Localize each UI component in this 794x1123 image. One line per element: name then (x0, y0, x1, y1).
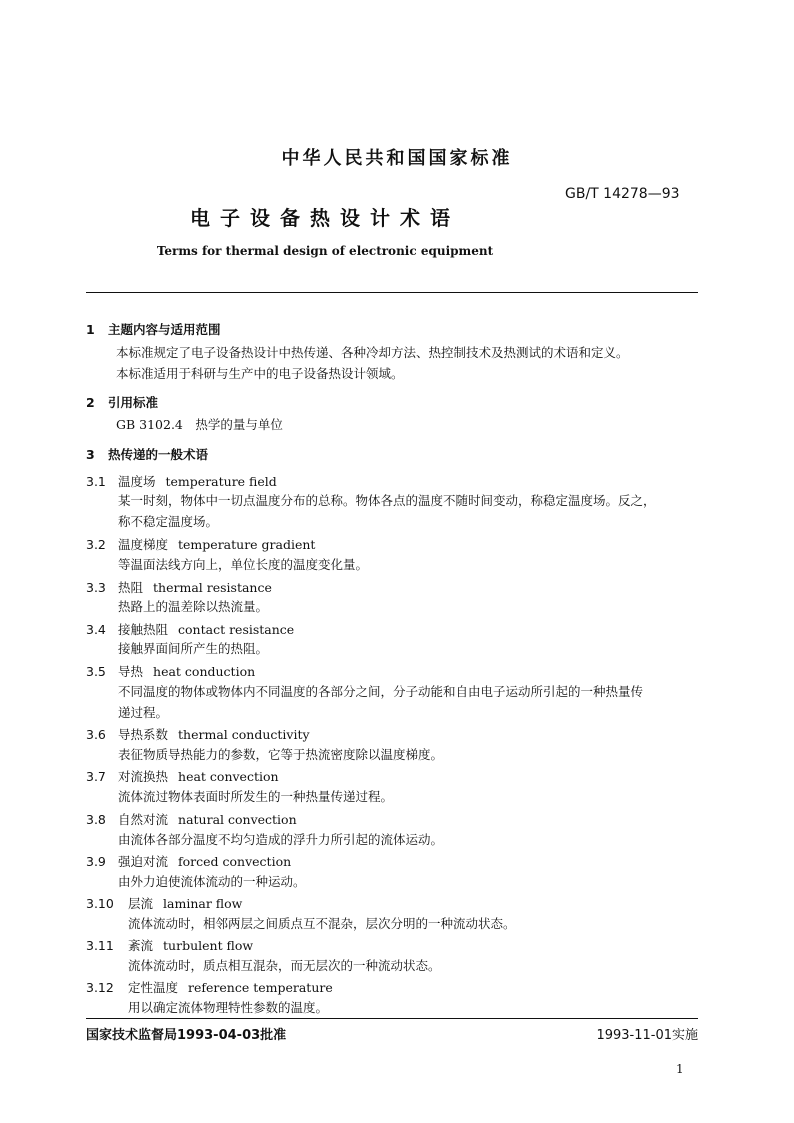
term-definition (128, 955, 708, 976)
term-en: natural convection (178, 812, 297, 827)
definition-line: 表征物质导热能力的参数，它等于热流密度除以温度梯度。 (118, 747, 444, 762)
definition-line: 不同温度的物体或物体内不同温度的各部分之间，分子动能和自由电子运动所引起的一种热量传 (118, 684, 644, 699)
footer-divider (86, 1018, 698, 1019)
term-en: laminar flow (163, 896, 243, 911)
term-definition (118, 871, 698, 892)
term-en: heat conduction (153, 664, 256, 679)
term-3-9 (86, 852, 291, 870)
term-cn: 紊流 (128, 938, 154, 953)
definition-line: 递过程。 (118, 705, 169, 720)
term-cn: 接触热阻 (118, 622, 169, 637)
term-3-5 (86, 662, 255, 680)
term-number: 3.2 (86, 537, 106, 552)
term-en: turbulent flow (163, 938, 254, 953)
term-definition (118, 490, 698, 532)
section-title: 热传递的一般术语 (108, 447, 209, 462)
term-cn: 温度场 (118, 474, 156, 489)
term-number: 3.7 (86, 769, 106, 784)
term-number: 3.6 (86, 727, 106, 742)
reference-standard: GB 3102.4 热学的量与单位 (116, 417, 283, 432)
paragraph: 本标准规定了电子设备热设计中热传递、各种冷却方法、热控制技术及热测试的术语和定义。 (116, 345, 629, 360)
definition-line: 热路上的温差除以热流量。 (118, 599, 269, 614)
term-definition (118, 829, 698, 850)
term-3-10 (86, 894, 242, 912)
term-definition (118, 681, 698, 723)
document-title-en: Terms for thermal design of electronic equipment (156, 244, 494, 258)
header-divider (86, 292, 698, 293)
term-3-1 (86, 472, 277, 490)
term-3-2 (86, 535, 315, 553)
term-3-11 (86, 936, 253, 954)
term-3-12 (86, 978, 333, 996)
term-definition (118, 596, 698, 617)
section-title: 引用标准 (108, 395, 159, 410)
term-cn: 定性温度 (128, 980, 179, 995)
section-number: 3 (86, 447, 95, 462)
term-number: 3.5 (86, 664, 106, 679)
section-heading-1 (86, 320, 221, 338)
term-number: 3.1 (86, 474, 106, 489)
term-number: 3.11 (86, 938, 114, 953)
definition-line: 接触界面间所产生的热阻。 (118, 641, 269, 656)
term-en: contact resistance (178, 622, 295, 637)
term-number: 3.12 (86, 980, 114, 995)
term-en: heat convection (178, 769, 279, 784)
term-en: temperature field (165, 474, 277, 489)
approval-line: 国家技术监督局1993-04-03批准 (86, 1028, 287, 1043)
term-definition (118, 554, 698, 575)
definition-line: 由外力迫使流体流动的一种运动。 (118, 874, 306, 889)
term-en: temperature gradient (178, 537, 316, 552)
page-number: 1 (676, 1062, 684, 1076)
term-cn: 层流 (128, 896, 154, 911)
term-en: thermal conductivity (178, 727, 310, 742)
term-cn: 自然对流 (118, 812, 169, 827)
term-3-3 (86, 578, 272, 596)
definition-line: 流体流过物体表面时所发生的一种热量传递过程。 (118, 789, 394, 804)
term-3-7 (86, 767, 279, 785)
term-definition (128, 997, 708, 1018)
term-definition (128, 913, 708, 934)
section-number: 2 (86, 395, 95, 410)
term-number: 3.4 (86, 622, 106, 637)
term-cn: 导热系数 (118, 727, 169, 742)
term-number: 3.3 (86, 580, 106, 595)
section-number: 1 (86, 322, 95, 337)
section-heading-3 (86, 445, 208, 463)
section-heading-2 (86, 393, 158, 411)
paragraph: 本标准适用于科研与生产中的电子设备热设计领域。 (116, 366, 404, 381)
term-cn: 热阻 (118, 580, 144, 595)
definition-line: 称不稳定温度场。 (118, 514, 219, 529)
term-3-8 (86, 810, 297, 828)
definition-line: 流体流动时，相邻两层之间质点互不混杂，层次分明的一种流动状态。 (128, 916, 516, 931)
term-3-6 (86, 725, 310, 743)
definition-line: 流体流动时，质点相互混杂，而无层次的一种流动状态。 (128, 958, 441, 973)
term-en: thermal resistance (153, 580, 272, 595)
term-cn: 温度梯度 (118, 537, 169, 552)
term-cn: 导热 (118, 664, 144, 679)
term-en: reference temperature (188, 980, 333, 995)
definition-line: 某一时刻，物体中一切点温度分布的总称。物体各点的温度不随时间变动，称稳定温度场。反之， (118, 493, 656, 508)
section-title: 主题内容与适用范围 (108, 322, 221, 337)
standard-code: GB/T 14278—93 (565, 186, 680, 202)
term-3-4 (86, 620, 294, 638)
term-en: forced convection (178, 854, 292, 869)
document-title-cn: 电子设备热设计术语 (190, 206, 460, 230)
effective-date: 1993-11-01实施 (596, 1028, 698, 1043)
term-number: 3.9 (86, 854, 106, 869)
definition-line: 由流体各部分温度不均匀造成的浮升力所引起的流体运动。 (118, 832, 444, 847)
term-number: 3.8 (86, 812, 106, 827)
definition-line: 用以确定流体物理特性参数的温度。 (128, 1000, 329, 1015)
term-definition (118, 786, 698, 807)
term-cn: 对流换热 (118, 769, 169, 784)
term-definition (118, 638, 698, 659)
term-cn: 强迫对流 (118, 854, 169, 869)
term-definition (118, 744, 698, 765)
definition-line: 等温面法线方向上，单位长度的温度变化量。 (118, 557, 369, 572)
national-standard-heading: 中华人民共和国国家标准 (281, 148, 513, 169)
term-number: 3.10 (86, 896, 114, 911)
